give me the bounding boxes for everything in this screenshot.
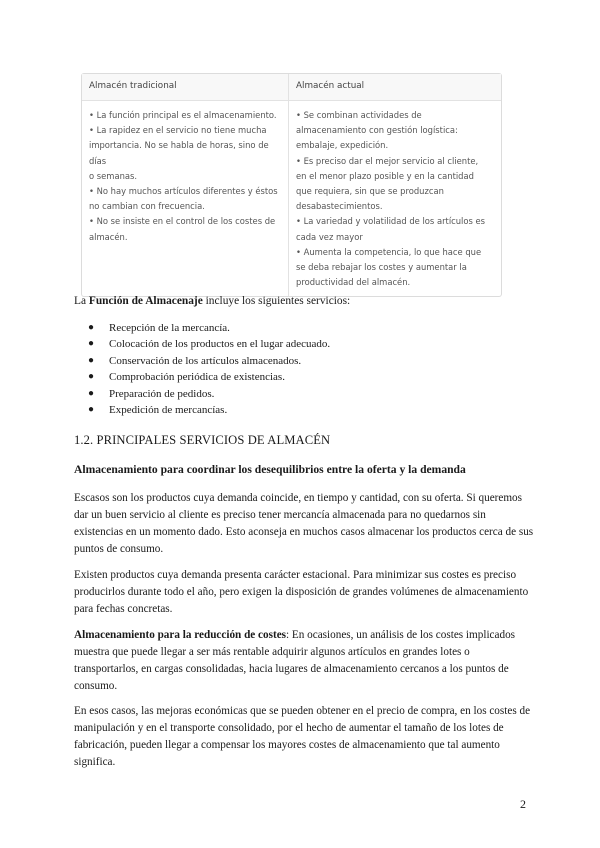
list-item	[88, 402, 330, 418]
bullet-icon: ●	[88, 354, 95, 366]
paragraph-bold-lead: Almacenamiento para la reducción de costes	[74, 629, 287, 641]
paragraph: Escasos son los productos cuya demanda coincide, en tiempo y cantidad, con su oferta. Si queremos dar un buen servicio al cliente es preciso tener mercancía almacenada para no quedarnos sin existencias en un momento dado. Esto aconseja en muchos casos almacenar los productos cerca de sus puntos de consumo.	[74, 492, 534, 555]
table-line: • No hay muchos artículos diferentes y éstos	[89, 186, 278, 197]
table-line: en el menor plazo posible y en la cantidad	[296, 170, 474, 181]
list-item	[88, 336, 330, 352]
table-line: • La función principal es el almacenamiento.	[89, 110, 277, 120]
table-line: • Aumenta la competencia, lo que hace que	[296, 246, 482, 257]
table-line: importancia. No se habla de horas, sino de días	[89, 140, 269, 166]
bullet-icon: ●	[88, 371, 95, 383]
list-item-text: Colocación de los productos en el lugar adecuado.	[109, 338, 331, 351]
bullet-icon: ●	[88, 387, 95, 399]
list-item	[88, 369, 330, 385]
intro-suffix: incluye los siguientes servicios:	[202, 295, 351, 307]
list-item	[88, 320, 330, 336]
table-cell-traditional	[82, 101, 289, 296]
table-line: • Es preciso dar el mejor servicio al cliente,	[296, 155, 479, 166]
table-line: • La rapidez en el servicio no tiene mucha	[89, 125, 267, 136]
bullet-icon: ●	[88, 322, 95, 333]
bullet-icon: ●	[88, 338, 95, 350]
paragraph: Existen productos cuya demanda presenta carácter estacional. Para minimizar sus costes es preciso producirlos durante todo el año, pero exigen la disposición de grandes volúmenes de almacenamiento para fechas concretas.	[74, 569, 529, 615]
table-line: desabastecimientos.	[296, 201, 383, 212]
comparison-table	[81, 73, 502, 297]
table-line: • No se insiste en el control de los costes de	[89, 216, 276, 227]
table-line: que requiera, sin que se produzcan	[296, 186, 444, 197]
list-item-text: Recepción de la mercancía.	[109, 322, 230, 334]
list-item-text: Conservación de los artículos almacenados.	[109, 354, 302, 367]
bullet-icon: ●	[88, 403, 95, 415]
table-cell-current	[289, 101, 501, 296]
intro-prefix: La	[74, 295, 89, 307]
subheading: Almacenamiento para coordinar los desequilibrios entre la oferta y la demanda	[74, 463, 466, 476]
table-line: almacén.	[89, 231, 128, 242]
list-item-text: Preparación de pedidos.	[109, 387, 215, 400]
table-line: • Se combinan actividades de	[296, 110, 422, 120]
intro-sentence	[74, 295, 534, 307]
list-item-text: Expedición de mercancías.	[109, 403, 228, 416]
services-list	[88, 320, 330, 418]
table-header-row	[82, 74, 501, 101]
table-line: se deba rebajar los costes y aumentar la	[296, 262, 467, 273]
table-body-row	[82, 101, 501, 296]
table-line: o semanas.	[89, 170, 138, 181]
paragraph-rest: : En ocasiones, un análisis de los costes implicados muestra que puede llegar a ser más rentable adquirir algunos artículos en grandes lotes o transportarlos, en cargas consolidadas, hacia lugares de almacenamiento cercanos a los puntos de consumo.	[74, 629, 516, 692]
section-title: 1.2. PRINCIPALES SERVICIOS DE ALMACÉN	[74, 433, 331, 447]
table-line: embalaje, expedición.	[296, 140, 389, 151]
list-item-text: Comprobación periódica de existencias.	[109, 371, 285, 384]
table-line: • La variedad y volatilidad de los artículos es	[296, 216, 486, 227]
table-line: productividad del almacén.	[296, 277, 411, 288]
page-number: 2	[520, 797, 526, 811]
table-line: no cambian con frecuencia.	[89, 201, 205, 212]
table-header-current: Almacén actual	[296, 81, 365, 91]
table-line: cada vez mayor	[296, 231, 363, 242]
list-item	[88, 353, 330, 369]
list-item	[88, 386, 330, 402]
table-header-traditional: Almacén tradicional	[82, 74, 289, 100]
paragraph: En esos casos, las mejoras económicas que se pueden obtener en el precio de compra, en los costes de manipulación y en el transporte consolidado, por el hecho de aumentar el tamaño de los lotes de fabricación, pueden llegar a compensar los mayores costes de almacenamiento que tal aumento significa.	[74, 705, 531, 768]
paragraph	[74, 627, 536, 695]
table-line: almacenamiento con gestión logística:	[296, 125, 458, 136]
intro-bold: Función de Almacenaje	[88, 295, 203, 307]
